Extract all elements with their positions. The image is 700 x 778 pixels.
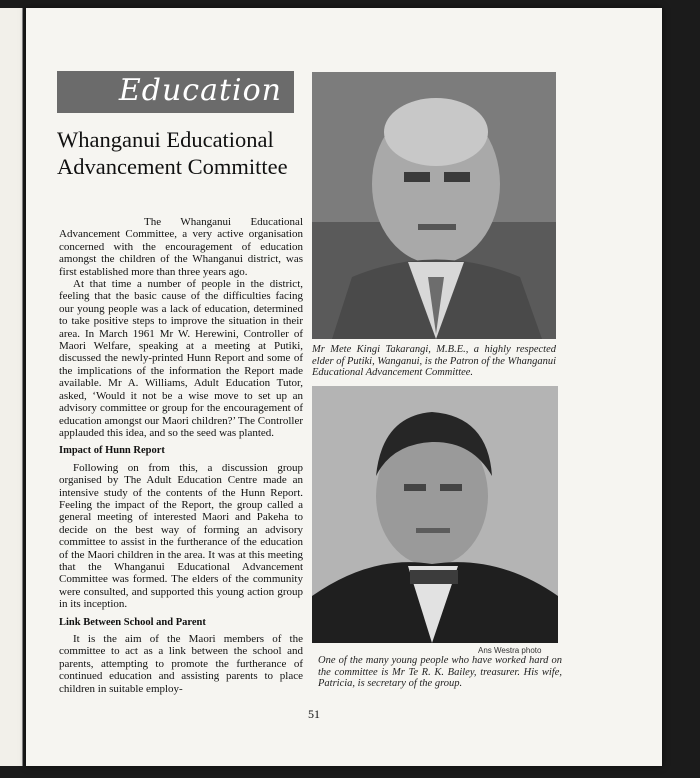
paragraph: It is the aim of the Maori members of the committee to act as a link between the school and parents, attempting to promote the furtherance of continued education and assisting parents to place children in suitable employ- — [59, 633, 303, 695]
elder-portrait-photo — [312, 72, 556, 339]
magazine-page — [26, 8, 662, 766]
section-banner-label: Education — [118, 73, 282, 108]
page-number: 51 — [308, 707, 320, 721]
young-man-portrait-photo — [312, 386, 558, 643]
article-body — [59, 216, 303, 695]
subheading: Link Between School and Parent — [59, 616, 206, 628]
photo-credit: Ans Westra photo — [478, 646, 542, 655]
paragraph: At that time a number of people in the district, feeling that the basic cause of the difficulties facing our young people was a lack of education, determined to take positive steps to improve the situation in their area. In March 1961 Mr W. Herewini, Controller of Maori Welfare, speaking at a meeting at Putiki, discussed the newly-printed Hunn Report and some of the implications of the information the Report made available. Mr A. Williams, Adult Education Tutor, asked, ‘Would it not be a wise move to set up an advisory committee or group for the encouragement of education amongst our Maori children?’ The Controller applauded this idea, and so the seed was planted. — [59, 278, 303, 439]
facing-page-edge — [0, 8, 23, 766]
section-banner — [57, 71, 294, 113]
article-title: Whanganui Educational Advancement Committee — [57, 127, 288, 179]
paragraph: The Whanganui Educational Advancement Committee, a very active organisation concerned with the encouragement of education amongst the children of the Whanganui district, was first established more than three years ago. — [59, 216, 303, 278]
photo-caption: Mr Mete Kingi Takarangi, M.B.E., a highly respected elder of Putiki, Wanganui, is the Patron of the Whanganui Educational Advancement Committee. — [312, 344, 556, 379]
subheading: Impact of Hunn Report — [59, 445, 165, 457]
paragraph: Following on from this, a discussion group organised by The Adult Education Centre made an intensive study of the contents of the Hunn Report. Feeling the impact of the Report, the group called a general meeting of interested Maori and Pakeha to decide on the best way of forming an advisory committee to assist in the furtherance of the education of the Maori children in the area. It was at this meeting that the Whanganui Educational Advancement Committee was formed. The elders of the community were consulted, and supported this young action group in its inception. — [59, 461, 303, 611]
photo-caption: One of the many young people who have worked hard on the committee is Mr Te R. K. Bailey, treasurer. His wife, Patricia, is secretary of the group. — [318, 655, 562, 690]
